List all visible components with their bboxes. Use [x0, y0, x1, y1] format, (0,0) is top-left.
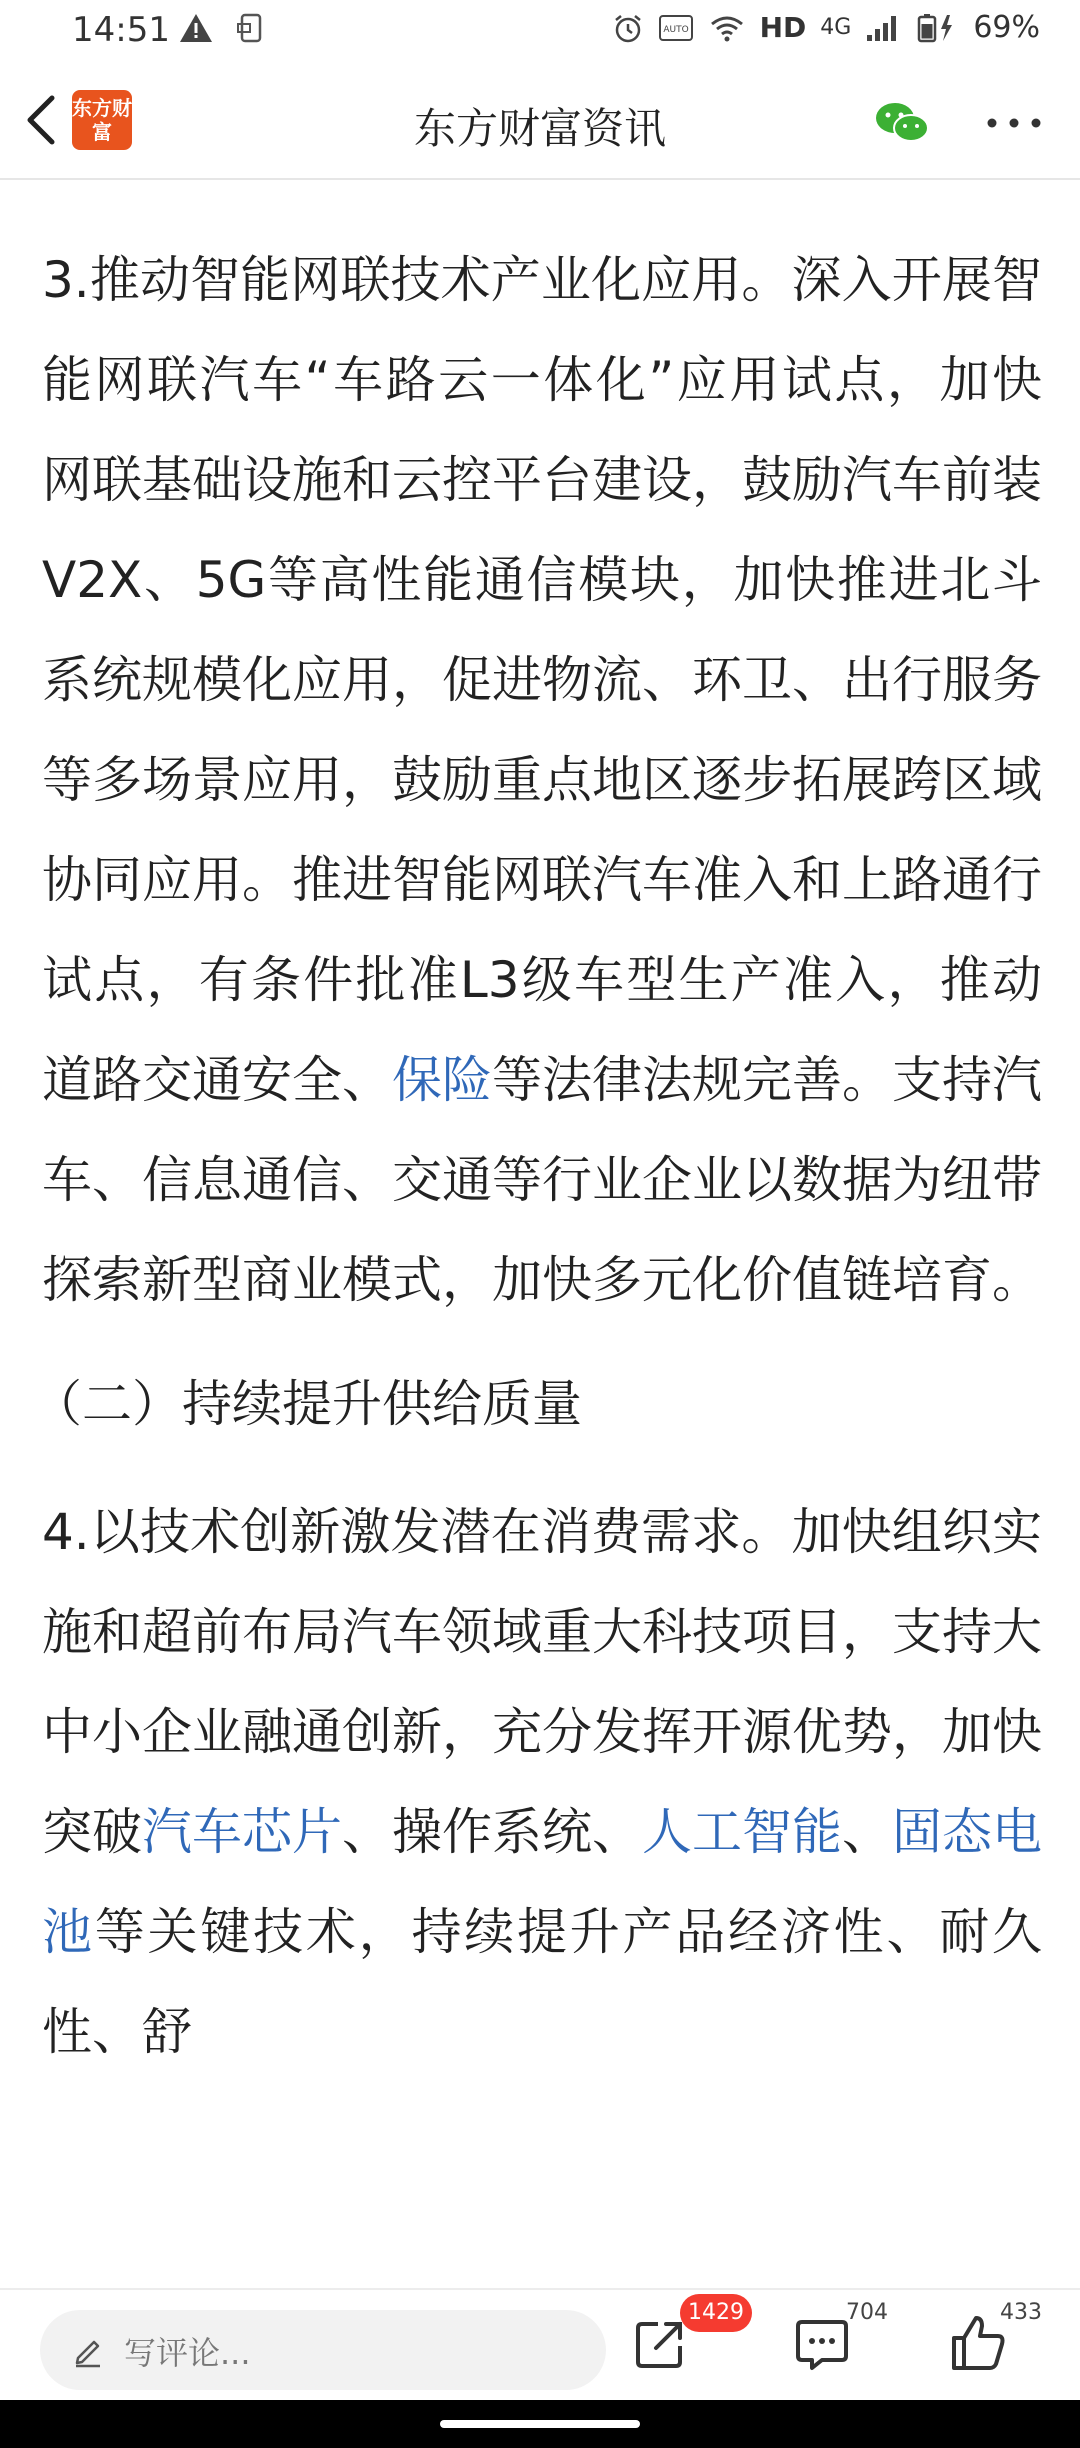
battery-icon	[915, 12, 959, 44]
article-paragraph-3	[42, 230, 1042, 1330]
section-heading: （二）持续提升供给质量	[32, 1375, 582, 1433]
like-icon[interactable]	[950, 2314, 1006, 2372]
keyword-link[interactable]: 固态电池	[42, 1803, 1042, 1961]
share-icon[interactable]	[632, 2316, 688, 2372]
comment-icon[interactable]	[792, 2318, 852, 2372]
like-count: 433	[1000, 2300, 1042, 2325]
paragraph-text: 等关键技术，持续提升产品经济性、耐久性、舒	[42, 1903, 1043, 2061]
article-paragraph-4	[42, 1482, 1042, 2082]
home-gesture-handle[interactable]	[440, 2420, 640, 2428]
warning-icon	[178, 12, 214, 44]
paragraph-text: 、	[842, 1803, 892, 1861]
system-navigation-bar	[0, 2400, 1080, 2448]
comment-count: 704	[846, 2300, 888, 2325]
paragraph-text: 、操作系统、	[342, 1803, 642, 1861]
more-icon[interactable]	[986, 118, 1042, 128]
pen-icon	[70, 2332, 106, 2368]
bottom-action-bar	[0, 2288, 1080, 2402]
battery-level: 69%	[973, 10, 1040, 45]
status-time: 14:51	[72, 10, 170, 50]
app-header	[0, 60, 1080, 180]
network-type: 4G	[820, 15, 852, 40]
comment-placeholder: 写评论...	[124, 2334, 251, 2372]
status-bar	[0, 0, 1080, 60]
share-count-badge: 1429	[680, 2294, 752, 2332]
article-body	[32, 230, 1043, 2082]
comment-input[interactable]	[40, 2310, 606, 2390]
alarm-icon	[612, 12, 644, 44]
mirror-icon	[236, 12, 266, 44]
header-divider	[0, 178, 1080, 180]
paragraph-text: 4.以技术创新激发潜在消费需求。加快组织实施和超前布局汽车领域重大科技项目，支持大中小企业融通创新，充分发挥开源优势，加快突破	[42, 1503, 1042, 1861]
wechat-icon[interactable]	[874, 100, 930, 144]
svg-text:AUTO: AUTO	[662, 24, 689, 35]
keyword-link[interactable]: 汽车芯片	[142, 1803, 342, 1861]
auto-icon	[658, 13, 694, 43]
signal-icon	[865, 13, 901, 43]
paragraph-text: 等法律法规完善。支持汽车、信息通信、交通等行业企业以数据为纽带探索新型商业模式，加快多元化价值链培育。	[42, 1051, 1042, 1309]
keyword-link[interactable]: 人工智能	[642, 1803, 842, 1861]
network-hd: HD	[759, 11, 807, 44]
keyword-link[interactable]: 保险	[392, 1051, 492, 1109]
wifi-icon	[708, 12, 746, 44]
page-title: 东方财富资讯	[413, 104, 666, 153]
paragraph-text: 3.推动智能网联技术产业化应用。深入开展智能网联汽车“车路云一体化”应用试点，加快网联基础设施和云控平台建设，鼓励汽车前装V2X、5G等高性能通信模块，加快推进北斗系统规模化应用，促进物流、环卫、出行服务等多场景应用，鼓励重点地区逐步拓展跨区域协同应用。推进智能网联汽车准入和上路通行试点，有条件批准L3级车型生产准入，推动道路交通安全、	[42, 251, 1042, 1109]
app-logo: 东方财富	[72, 90, 132, 150]
